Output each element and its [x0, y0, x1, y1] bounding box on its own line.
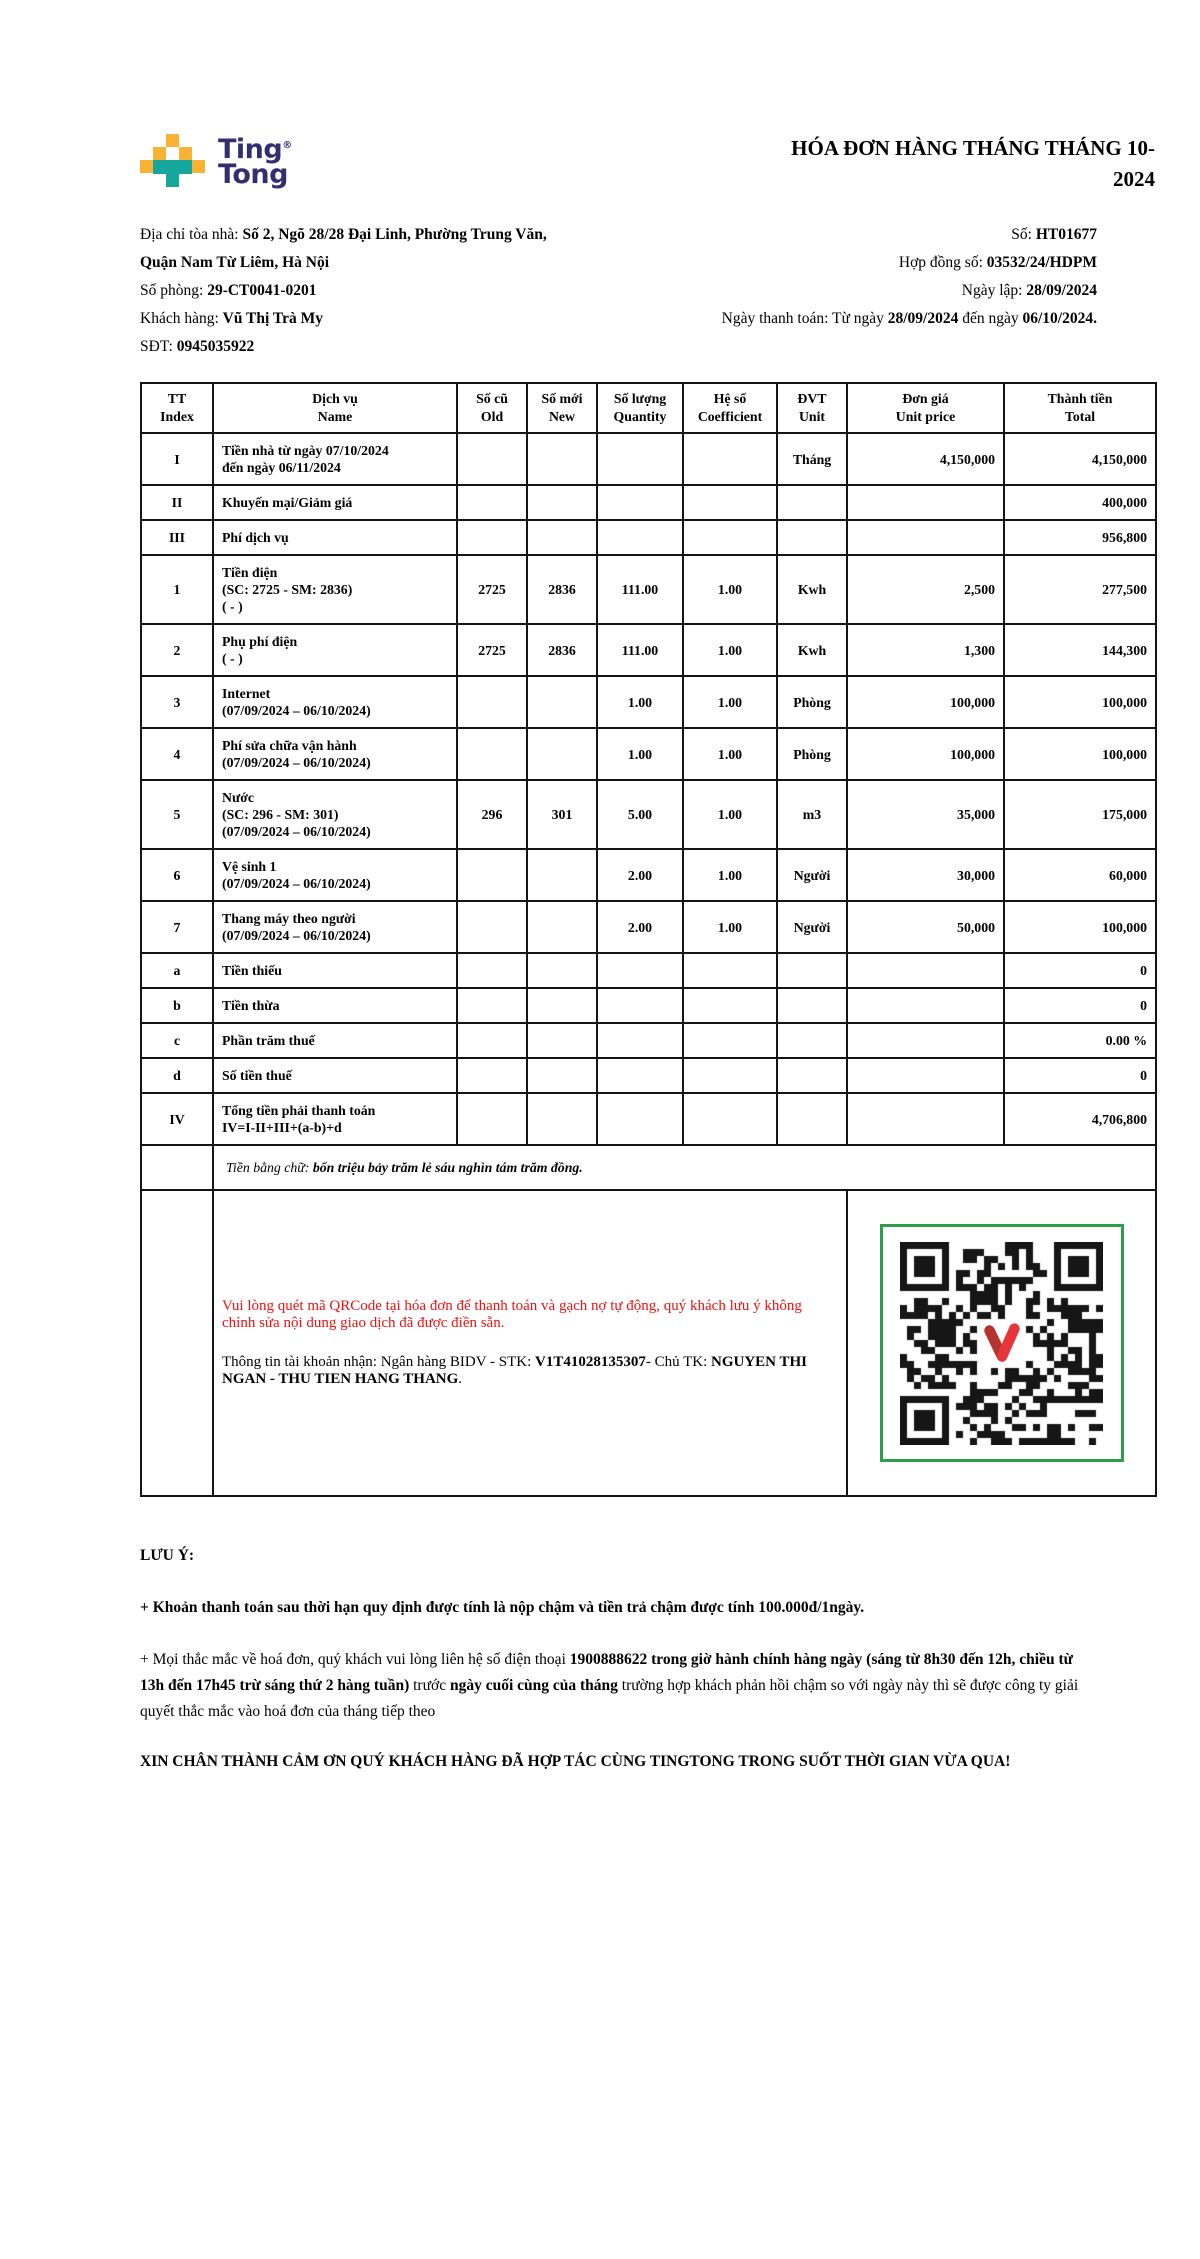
invoice-meta-line-text: Hợp đồng số: — [898, 254, 987, 271]
table-row — [141, 485, 1156, 520]
cell-coef: 1.00 — [683, 624, 777, 676]
invoice-meta-line-text: Số: — [1011, 226, 1036, 243]
cell-name — [213, 624, 457, 676]
cell-price — [847, 1093, 1004, 1145]
cell-unit: m3 — [777, 780, 847, 849]
column-header — [141, 383, 213, 433]
cell-old: 296 — [457, 780, 527, 849]
cell-unit — [777, 485, 847, 520]
cell-unit — [777, 953, 847, 988]
service-name-line: Tiền nhà từ ngày 07/10/2024 — [222, 443, 389, 458]
cell-new — [527, 676, 597, 728]
cell-new — [527, 1093, 597, 1145]
cell-unit: Người — [777, 901, 847, 953]
cell-name — [213, 520, 457, 555]
cell-new — [527, 849, 597, 901]
cell-new — [527, 901, 597, 953]
cell-empty — [141, 1145, 213, 1190]
service-name-line: Vệ sinh 1 — [222, 859, 277, 874]
service-name-line: (07/09/2024 – 06/10/2024) — [222, 703, 371, 718]
table-body — [141, 433, 1156, 1145]
cell-unit: Phòng — [777, 728, 847, 780]
table-row — [141, 433, 1156, 485]
cell-price — [847, 485, 1004, 520]
cell-unit: Người — [777, 849, 847, 901]
building-info-line-text: Địa chỉ tòa nhà: — [140, 226, 243, 243]
service-name-line: Phụ phí điện — [222, 634, 298, 649]
cell-old: 2725 — [457, 624, 527, 676]
cell-name — [213, 676, 457, 728]
logo-wordmark — [218, 133, 292, 190]
building-info-line-text: Quận Nam Từ Liêm, Hà Nội — [140, 254, 330, 271]
cell-new — [527, 1023, 597, 1058]
cell-qty — [597, 1023, 683, 1058]
registered-mark: ® — [282, 140, 292, 151]
table-row — [141, 849, 1156, 901]
cell-qty — [597, 988, 683, 1023]
payment-instructions-cell — [213, 1190, 847, 1496]
cell-new — [527, 988, 597, 1023]
column-header-line: Dịch vụ — [312, 391, 358, 406]
table-row — [141, 555, 1156, 624]
table-footer — [141, 1145, 1156, 1496]
cell-coef: 1.00 — [683, 728, 777, 780]
notes-heading: LƯU Ý: — [140, 1547, 195, 1564]
column-header — [527, 383, 597, 433]
cell-total: 0 — [1004, 1058, 1156, 1093]
logo-pixel — [153, 160, 192, 174]
cell-total: 100,000 — [1004, 901, 1156, 953]
invoice-meta-line-text: 03532/24/HDPM — [986, 254, 1097, 271]
cell-tt: c — [141, 1023, 213, 1058]
cell-qty — [597, 485, 683, 520]
cell-tt: 2 — [141, 624, 213, 676]
column-header-line: Quantity — [613, 409, 667, 424]
table-row — [141, 728, 1156, 780]
logo-pixel — [140, 160, 153, 173]
cell-name — [213, 1023, 457, 1058]
building-info — [140, 221, 570, 361]
logo-pixel — [192, 160, 205, 173]
cell-name — [213, 901, 457, 953]
invoice-meta-line — [570, 221, 1097, 249]
cell-old — [457, 953, 527, 988]
service-name-line: (07/09/2024 – 06/10/2024) — [222, 876, 371, 891]
cell-new: 2836 — [527, 555, 597, 624]
column-header-line: Thành tiền — [1047, 391, 1113, 406]
service-name-line: IV=I-II+III+(a-b)+d — [222, 1120, 342, 1135]
cell-price — [847, 1023, 1004, 1058]
qr-row — [141, 1190, 1156, 1496]
building-info-line — [140, 221, 570, 249]
cell-price — [847, 1058, 1004, 1093]
cell-name — [213, 780, 457, 849]
hotline-note-text: + Mọi thắc mắc về hoá đơn, quý khách vui lòng liên hệ số điện thoại — [140, 1651, 570, 1668]
column-header-line: Hệ số — [713, 391, 747, 406]
cell-tt: 3 — [141, 676, 213, 728]
cell-total: 4,150,000 — [1004, 433, 1156, 485]
invoice-meta-line-text: 28/09/2024 — [887, 310, 959, 327]
cell-coef — [683, 988, 777, 1023]
cell-name — [213, 485, 457, 520]
amount-in-words-value: bốn triệu bảy trăm lẻ sáu nghìn tám trăm đồng. — [312, 1160, 583, 1175]
cell-total: 400,000 — [1004, 485, 1156, 520]
cell-tt: 5 — [141, 780, 213, 849]
cell-total: 175,000 — [1004, 780, 1156, 849]
logo-pixel — [166, 134, 179, 147]
building-info-line — [140, 249, 570, 277]
cell-new — [527, 485, 597, 520]
cell-unit — [777, 1023, 847, 1058]
table-row — [141, 901, 1156, 953]
building-info-line-text: Số phòng: — [140, 282, 208, 299]
column-header-line: ĐVT — [797, 391, 827, 406]
cell-coef — [683, 1023, 777, 1058]
cell-total: 0.00 % — [1004, 1023, 1156, 1058]
cell-name — [213, 1058, 457, 1093]
invoice-title-line1: HÓA ĐƠN HÀNG THÁNG THÁNG 10- — [791, 136, 1155, 160]
cell-tt: 7 — [141, 901, 213, 953]
cell-unit: Kwh — [777, 624, 847, 676]
invoice-meta-line — [570, 277, 1097, 305]
cell-total: 277,500 — [1004, 555, 1156, 624]
column-header-line: Old — [480, 409, 504, 424]
invoice-meta-line-text: đến ngày — [958, 310, 1023, 327]
cell-unit — [777, 1058, 847, 1093]
table-row — [141, 1023, 1156, 1058]
invoice-meta — [570, 221, 1097, 361]
building-info-line — [140, 333, 570, 361]
bank-account-text: - Chủ TK: — [645, 1354, 712, 1370]
cell-price: 4,150,000 — [847, 433, 1004, 485]
table-row — [141, 988, 1156, 1023]
invoice-title-line2: 2024 — [1113, 167, 1155, 191]
cell-new: 301 — [527, 780, 597, 849]
hotline-note-text: ngày cuối cùng của tháng — [449, 1677, 618, 1694]
cell-qty — [597, 520, 683, 555]
cell-qty: 1.00 — [597, 728, 683, 780]
service-name-line: (07/09/2024 – 06/10/2024) — [222, 755, 371, 770]
invoice-meta-line-text: 06/10/2024. — [1022, 310, 1097, 327]
building-info-line — [140, 277, 570, 305]
cell-price: 50,000 — [847, 901, 1004, 953]
cell-price — [847, 520, 1004, 555]
cell-unit: Tháng — [777, 433, 847, 485]
hotline-note-text: 1900888622 trong giờ hành chính hàng ngày (sáng từ 8h30 đến 12h, chiều từ 13h đến 17h45 trừ sáng thứ 2 hàng tuần) — [140, 1651, 1073, 1694]
cell-name — [213, 728, 457, 780]
invoice-table — [140, 382, 1157, 1497]
cell-coef — [683, 520, 777, 555]
service-name-line: (SC: 296 - SM: 301) — [222, 807, 339, 822]
building-info-line-text: Vũ Thị Trà My — [222, 310, 323, 327]
invoice-meta-line-text: Ngày thanh toán: Từ ngày — [721, 310, 888, 327]
cell-total: 4,706,800 — [1004, 1093, 1156, 1145]
cell-qty: 5.00 — [597, 780, 683, 849]
cell-price — [847, 953, 1004, 988]
service-name-line: Khuyến mại/Giảm giá — [222, 495, 353, 510]
cell-price: 1,300 — [847, 624, 1004, 676]
cell-qty — [597, 1093, 683, 1145]
bank-account-text: V1T41028135307 — [535, 1354, 646, 1370]
column-header — [457, 383, 527, 433]
cell-tt: II — [141, 485, 213, 520]
bank-account-text: NGUYEN THI NGAN - THU TIEN HANG THANG — [222, 1354, 808, 1387]
cell-empty — [141, 1190, 213, 1496]
cell-tt: IV — [141, 1093, 213, 1145]
table-row — [141, 1093, 1156, 1145]
cell-price: 35,000 — [847, 780, 1004, 849]
qr-warning-text: Vui lòng quét mã QRCode tại hóa đơn để thanh toán và gạch nợ tự động, quý khách lưu ý không chỉnh sửa nội dung giao dịch đã được điền sẵn. — [222, 1298, 802, 1331]
cell-coef: 1.00 — [683, 901, 777, 953]
column-header — [597, 383, 683, 433]
cell-tt: I — [141, 433, 213, 485]
cell-old — [457, 901, 527, 953]
cell-name — [213, 953, 457, 988]
column-header-line: New — [548, 409, 576, 424]
cell-tt: 6 — [141, 849, 213, 901]
amount-in-words-cell — [213, 1145, 1156, 1190]
cell-new — [527, 520, 597, 555]
cell-old — [457, 676, 527, 728]
cell-old — [457, 728, 527, 780]
late-payment-note: + Khoản thanh toán sau thời hạn quy định được tính là nộp chậm và tiền trả chậm được tính 100.000đ/1ngày. — [140, 1599, 865, 1616]
tingtong-logo-icon — [140, 134, 206, 187]
column-header — [777, 383, 847, 433]
service-name-line: Tiền thừa — [222, 998, 280, 1013]
cell-name — [213, 849, 457, 901]
logo-pixel — [153, 147, 166, 160]
column-header — [213, 383, 457, 433]
cell-price: 2,500 — [847, 555, 1004, 624]
logo-text-top: Ting — [218, 134, 283, 165]
table-row — [141, 520, 1156, 555]
column-header — [1004, 383, 1156, 433]
table-row — [141, 1058, 1156, 1093]
cell-total: 100,000 — [1004, 676, 1156, 728]
service-name-line: ( - ) — [222, 651, 243, 666]
cell-qty — [597, 1058, 683, 1093]
cell-coef: 1.00 — [683, 676, 777, 728]
cell-old — [457, 1093, 527, 1145]
bank-account-text: . — [458, 1371, 463, 1387]
cell-coef: 1.00 — [683, 849, 777, 901]
bank-account-info — [222, 1354, 838, 1388]
cell-old — [457, 433, 527, 485]
thank-you-note: XIN CHÂN THÀNH CẢM ƠN QUÝ KHÁCH HÀNG ĐÃ HỢP TÁC CÙNG TINGTONG TRONG SUỐT THỜI GIAN VỪA QUA! — [140, 1753, 1011, 1770]
cell-total: 100,000 — [1004, 728, 1156, 780]
invoice-header — [140, 133, 1155, 195]
vnpay-v-icon — [979, 1320, 1025, 1366]
cell-qty — [597, 953, 683, 988]
column-header-line: Unit price — [895, 409, 956, 424]
cell-old — [457, 485, 527, 520]
tingtong-logo — [140, 133, 292, 190]
building-info-line-text: 29-CT0041-0201 — [207, 282, 317, 299]
cell-qty: 111.00 — [597, 555, 683, 624]
column-header-line: Name — [317, 409, 353, 424]
cell-tt: III — [141, 520, 213, 555]
service-name-line: Tiền điện — [222, 565, 278, 580]
service-name-line: Số tiền thuế — [222, 1068, 292, 1083]
cell-old — [457, 1058, 527, 1093]
cell-unit: Phòng — [777, 676, 847, 728]
service-name-line: Nước — [222, 790, 255, 805]
invoice-meta-line — [570, 249, 1097, 277]
cell-total: 0 — [1004, 988, 1156, 1023]
bank-account-text: Thông tin tài khoản nhận: Ngân hàng BIDV - STK: — [222, 1354, 536, 1370]
cell-price: 30,000 — [847, 849, 1004, 901]
service-name-line: (07/09/2024 – 06/10/2024) — [222, 928, 371, 943]
hotline-note — [140, 1647, 1100, 1725]
cell-qty — [597, 433, 683, 485]
column-header-line: Số lượng — [613, 391, 667, 406]
cell-qty: 2.00 — [597, 901, 683, 953]
table-row — [141, 780, 1156, 849]
cell-coef: 1.00 — [683, 780, 777, 849]
cell-unit — [777, 1093, 847, 1145]
cell-coef — [683, 433, 777, 485]
invoice-meta-line — [570, 305, 1097, 333]
cell-tt: d — [141, 1058, 213, 1093]
cell-tt: 1 — [141, 555, 213, 624]
service-name-line: (07/09/2024 – 06/10/2024) — [222, 824, 371, 839]
building-info-line — [140, 305, 570, 333]
cell-new: 2836 — [527, 624, 597, 676]
cell-old — [457, 988, 527, 1023]
cell-qty: 1.00 — [597, 676, 683, 728]
hotline-note-text: trước — [409, 1677, 450, 1694]
invoice-meta-line-text: HT01677 — [1035, 226, 1097, 243]
table-row — [141, 676, 1156, 728]
qr-cell — [847, 1190, 1156, 1496]
invoice-title — [695, 133, 1155, 195]
cell-coef — [683, 953, 777, 988]
cell-total: 60,000 — [1004, 849, 1156, 901]
table-row — [141, 953, 1156, 988]
service-name-line: ( - ) — [222, 599, 243, 614]
service-name-line: Tổng tiền phải thanh toán — [222, 1103, 376, 1118]
cell-old: 2725 — [457, 555, 527, 624]
logo-pixel — [179, 147, 192, 160]
building-info-line-text: 0945035922 — [176, 338, 255, 355]
qr-box — [880, 1224, 1124, 1462]
building-info-line-text: SĐT: — [140, 338, 177, 355]
column-header-line: TT — [167, 391, 187, 406]
logo-pixel — [166, 174, 179, 187]
service-name-line: Phần trăm thuế — [222, 1033, 315, 1048]
column-header-line: Số cũ — [476, 391, 508, 406]
cell-unit — [777, 988, 847, 1023]
column-header-line: Index — [160, 409, 194, 424]
cell-unit — [777, 520, 847, 555]
logo-word-ting — [218, 133, 292, 165]
table-row — [141, 624, 1156, 676]
cell-old — [457, 849, 527, 901]
column-header-line: Total — [1064, 409, 1096, 424]
cell-old — [457, 520, 527, 555]
cell-tt: 4 — [141, 728, 213, 780]
cell-new — [527, 728, 597, 780]
cell-coef — [683, 1058, 777, 1093]
cell-name — [213, 988, 457, 1023]
cell-name — [213, 555, 457, 624]
column-header — [683, 383, 777, 433]
service-name-line: Phí dịch vụ — [222, 530, 289, 545]
cell-coef: 1.00 — [683, 555, 777, 624]
logo-word-tong: Tong — [218, 159, 288, 190]
cell-name — [213, 433, 457, 485]
cell-coef — [683, 1093, 777, 1145]
cell-new — [527, 1058, 597, 1093]
cell-coef — [683, 485, 777, 520]
cell-price — [847, 988, 1004, 1023]
table-header-row — [141, 383, 1156, 433]
column-header-line: Unit — [798, 409, 826, 424]
cell-name — [213, 1093, 457, 1145]
qr-wrap — [856, 1224, 1147, 1462]
column-header-line: Số mới — [541, 391, 583, 406]
hotline-note-text: trường hợp khách phản hồi chậm so với ngày này thì sẽ được công ty giải quyết thắc mắc vào hoá đơn của tháng tiếp theo — [140, 1677, 1079, 1720]
cell-total: 0 — [1004, 953, 1156, 988]
service-name-line: Thang máy theo người — [222, 911, 356, 926]
cell-tt: a — [141, 953, 213, 988]
cell-qty: 2.00 — [597, 849, 683, 901]
cell-total: 956,800 — [1004, 520, 1156, 555]
cell-new — [527, 433, 597, 485]
service-name-line: đến ngày 06/11/2024 — [222, 460, 341, 475]
cell-qty: 111.00 — [597, 624, 683, 676]
cell-unit: Kwh — [777, 555, 847, 624]
column-header-line: Đơn giá — [902, 391, 949, 406]
service-name-line: (SC: 2725 - SM: 2836) — [222, 582, 353, 597]
building-info-line-text: Khách hàng: — [140, 310, 223, 327]
column-header-line: Coefficient — [697, 409, 763, 424]
footer-notes — [140, 1543, 1155, 1775]
service-name-line: Tiền thiếu — [222, 963, 282, 978]
invoice-meta-line-text: Ngày lập: — [961, 282, 1027, 299]
cell-old — [457, 1023, 527, 1058]
invoice-meta-line-text: 28/09/2024 — [1026, 282, 1097, 299]
service-name-line: Phí sửa chữa vận hành — [222, 738, 357, 753]
service-name-line: Internet — [222, 686, 271, 701]
amount-in-words-label: Tiền bằng chữ: — [226, 1160, 313, 1175]
cell-new — [527, 953, 597, 988]
invoice-info — [140, 221, 1155, 361]
cell-price: 100,000 — [847, 676, 1004, 728]
building-info-line-text: Số 2, Ngõ 28/28 Đại Linh, Phường Trung Văn, — [242, 226, 547, 243]
cell-total: 144,300 — [1004, 624, 1156, 676]
cell-price: 100,000 — [847, 728, 1004, 780]
column-header — [847, 383, 1004, 433]
amount-in-words-row — [141, 1145, 1156, 1190]
cell-tt: b — [141, 988, 213, 1023]
